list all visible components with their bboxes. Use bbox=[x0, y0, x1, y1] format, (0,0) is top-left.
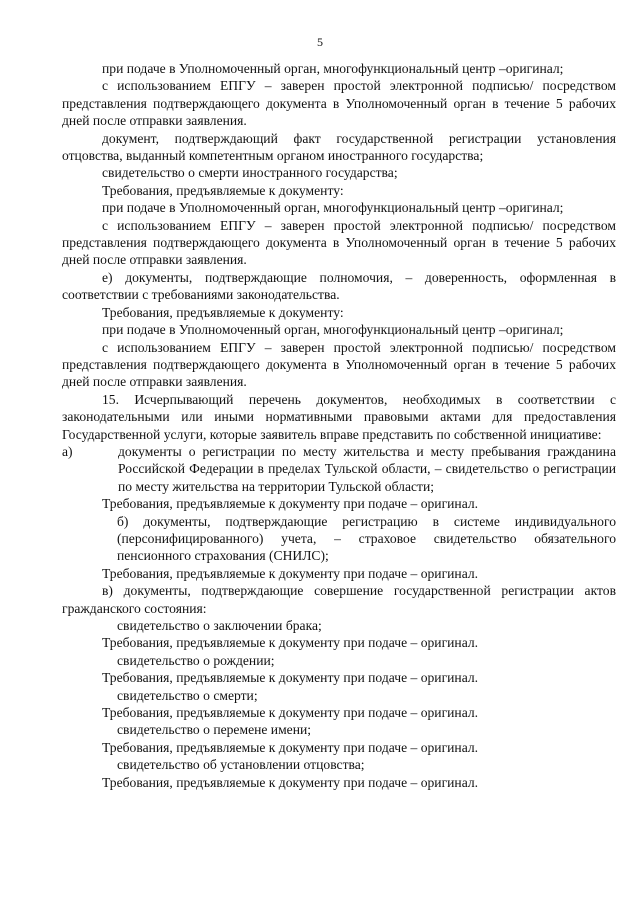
paragraph-20: свидетельство о рождении; bbox=[117, 652, 275, 668]
paragraph-22: свидетельство о смерти; bbox=[117, 687, 258, 703]
paragraph-18: свидетельство о заключении брака; bbox=[117, 618, 322, 633]
paragraph-8: е) документы, подтверждающие полномочия, – доверенность, оформленная в соответствии с требованиями законодательства. bbox=[62, 269, 616, 303]
paragraph-4: свидетельство о смерти иностранного государства; bbox=[102, 165, 398, 181]
list-marker-a: а) bbox=[62, 443, 73, 459]
paragraph-3: документ, подтверждающий факт государственной регистрации установления отцовства, выданный компетентным органом иностранного государства; bbox=[62, 130, 616, 164]
paragraph-17: в) документы, подтверждающие совершение государственной регистрации актов гражданского состояния: bbox=[62, 583, 616, 616]
paragraph-19: Требования, предъявляемые к документу при подаче – оригинал. bbox=[102, 635, 479, 651]
paragraph-25: Требования, предъявляемые к документу при подаче – оригинал. bbox=[102, 739, 479, 755]
paragraph-13: документы о регистрации по месту жительства и месту пребывания гражданина Российской Федерации в пределах Тульской области, – свидетельство о регистрации по месту жительства на территории Тульской области; bbox=[118, 443, 616, 494]
paragraph-2: с использованием ЕПГУ – заверен простой электронной подписью/ посредством представления подтверждающего документа в Уполномоченный орган в течение 5 рабочих дней после отправки заявления. bbox=[62, 78, 616, 129]
paragraph-1: при подаче в Уполномоченный орган, многофункциональный центр –оригинал; bbox=[102, 61, 564, 76]
paragraph-11: с использованием ЕПГУ – заверен простой электронной подписью/ посредством представления подтверждающего документа в Уполномоченный орган в течение 5 рабочих дней после отправки заявления. bbox=[62, 339, 616, 390]
paragraph-24: свидетельство о перемене имени; bbox=[117, 722, 312, 738]
document-body bbox=[62, 60, 616, 791]
page-number: 5 bbox=[317, 35, 323, 49]
paragraph-5: Требования, предъявляемые к документу: bbox=[102, 182, 344, 198]
paragraph-27: Требования, предъявляемые к документу при подаче – оригинал. bbox=[102, 774, 479, 790]
paragraph-21: Требования, предъявляемые к документу при подаче – оригинал. bbox=[102, 670, 479, 686]
paragraph-23: Требования, предъявляемые к документу при подаче – оригинал. bbox=[102, 705, 479, 721]
list-item-a bbox=[62, 443, 616, 495]
paragraph-26: свидетельство об установлении отцовства; bbox=[117, 757, 365, 773]
paragraph-16: Требования, предъявляемые к документу при подаче – оригинал. bbox=[102, 565, 479, 581]
paragraph-14: Требования, предъявляемые к документу при подаче – оригинал. bbox=[102, 496, 479, 512]
paragraph-12: 15. Исчерпывающий перечень документов, необходимых в соответствии с законодательными или иными нормативными правовыми актами для предоставления Государственной услуги, которые заявитель вправе представить по собственной инициативе: bbox=[62, 391, 616, 442]
paragraph-6: при подаче в Уполномоченный орган, многофункциональный центр –оригинал; bbox=[102, 200, 564, 216]
paragraph-9: Требования, предъявляемые к документу: bbox=[102, 304, 344, 320]
paragraph-7: с использованием ЕПГУ – заверен простой электронной подписью/ посредством представления подтверждающего документа в Уполномоченный орган в течение 5 рабочих дней после отправки заявления. bbox=[62, 217, 616, 268]
paragraph-10: при подаче в Уполномоченный орган, многофункциональный центр –оригинал; bbox=[102, 322, 564, 338]
paragraph-15: б) документы, подтверждающие регистрацию в системе индивидуального (персонифицированного) учета, – страховое свидетельство обязательного пенсионного страхования (СНИЛС); bbox=[117, 513, 616, 564]
